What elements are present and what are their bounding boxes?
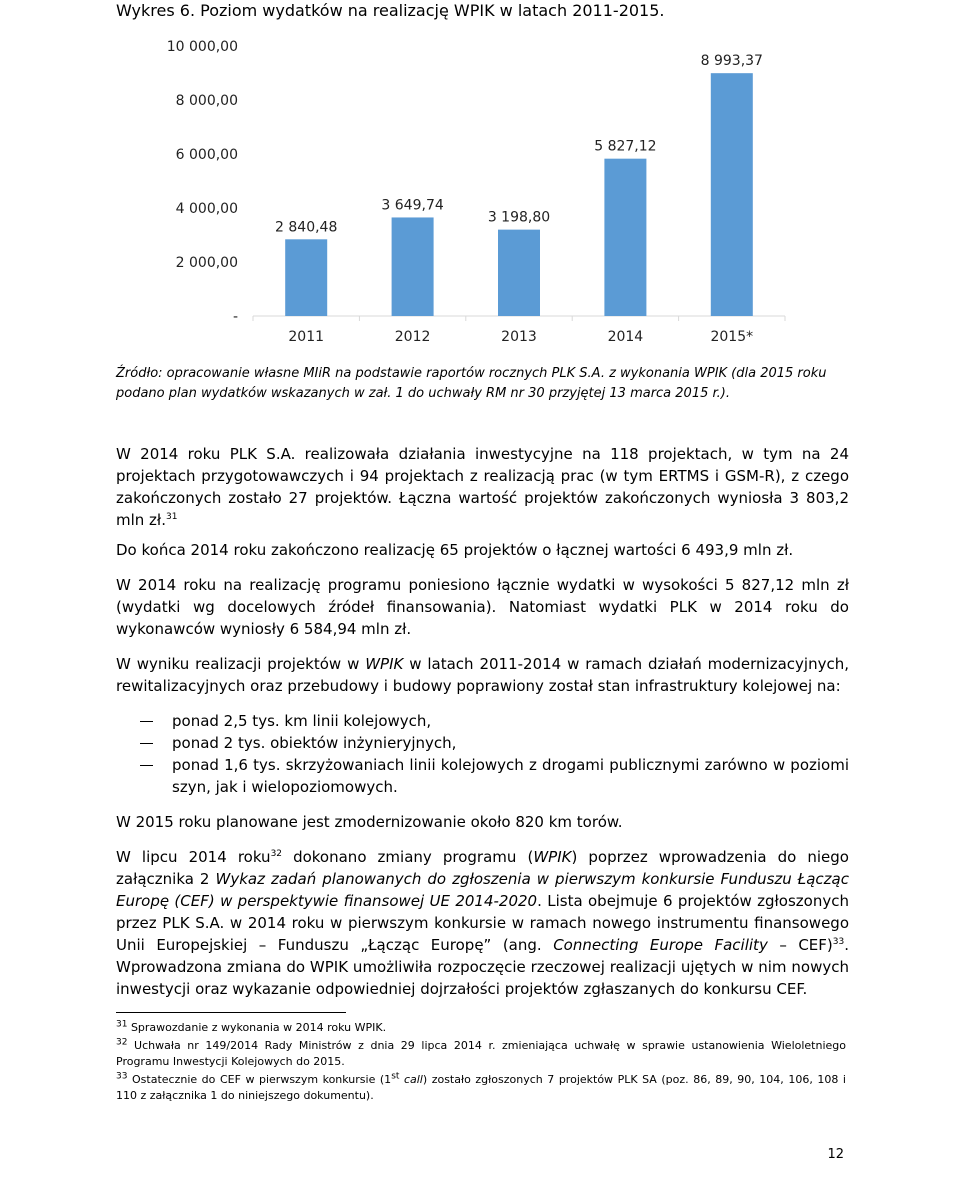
- footnotes: [116, 1020, 846, 1106]
- bar: [498, 230, 540, 316]
- bar: [285, 239, 327, 316]
- bar-value-label: 5 827,12: [594, 138, 657, 155]
- paragraph-5: W 2015 roku planowane jest zmodernizowanie około 820 km torów.: [116, 813, 623, 831]
- paragraph-4: [116, 653, 849, 697]
- footnote-ref-31[interactable]: 31: [165, 512, 178, 522]
- paragraph-2: Do końca 2014 roku zakończono realizację 65 projektów o łącznej wartości 6 493,9 mln zł.: [116, 541, 794, 559]
- paragraph-6: [116, 846, 849, 1000]
- paragraph-4-text-a: W wyniku realizacji projektów w: [116, 655, 366, 673]
- y-tick-label: 4 000,00: [175, 201, 238, 217]
- paragraph-6-text-d: . Lista obejmuje 6 projektów zgłoszonych przez PLK S.A. w 2014 roku w pierwszym konkursie w ramach nowego instrumentu finansowego Unii Europejskiej – Funduszu „Łącząc Europę” (ang.: [116, 892, 849, 954]
- bar-chart: [0, 0, 960, 350]
- footnote-number: 31: [116, 1019, 128, 1030]
- x-tick-label: 2014: [607, 329, 644, 345]
- bar-value-label: 3 649,74: [381, 197, 444, 214]
- footnote-text: ) zostało zgłoszonych 7 projektów PLK SA (poz. 86, 89, 90, 104, 106, 108 i 110 z załącznika 1 do niniejszego dokumentu).: [116, 1073, 846, 1102]
- x-tick-label: 2013: [501, 329, 537, 345]
- paragraph-4-emphasis: WPIK: [365, 655, 404, 673]
- y-tick-label: 2 000,00: [175, 255, 238, 271]
- paragraph-1: [116, 443, 849, 531]
- body-text: [116, 443, 849, 1000]
- footnote-31: [116, 1020, 846, 1036]
- list-item: ponad 1,6 tys. skrzyżowaniach linii kolejowych z drogami publicznymi zarówno w poziomi szyn, jak i wielopoziomowych.: [116, 754, 849, 798]
- footnote-text: Ostatecznie do CEF w pierwszym konkursie (1: [127, 1073, 392, 1086]
- page-number: 12: [827, 1147, 844, 1162]
- x-axis-tick-labels: [288, 329, 753, 345]
- footnote-number: 33: [116, 1071, 128, 1082]
- paragraph-4-text-b: w latach 2011-2014 w ramach działań modernizacyjnych, rewitalizacyjnych oraz przebudowy i budowy poprawiony został stan infrastruktury kolejowej na:: [116, 655, 849, 695]
- bar-value-label: 3 198,80: [487, 209, 551, 226]
- source-note: Źródło: opracowanie własne MIiR na podstawie raportów rocznych PLK S.A. z wykonania WPIK (dla 2015 roku podano plan wydatków wskazanych w zał. 1 do uchwały RM nr 30 przyjętej 13 marca 2015 r.).: [116, 366, 827, 401]
- list-item: ponad 2,5 tys. km linii kolejowych,: [116, 710, 849, 732]
- footnote-32: [116, 1038, 846, 1070]
- bar: [711, 73, 753, 316]
- bar-value-label: 8 993,37: [700, 53, 763, 70]
- y-axis-tick-labels: [167, 39, 238, 325]
- bar-value-label: 2 840,48: [275, 219, 338, 236]
- paragraph-6-emphasis-2: Wykaz zadań planowanych do zgłoszenia w pierwszym konkursie Funduszu Łącząc Europę (CEF) w perspektywie finansowej UE 2014-2020: [116, 870, 849, 910]
- paragraph-1-text: W 2014 roku PLK S.A. realizowała działania inwestycyjne na 118 projektach, w tym na 24 projektach przygotowawczych i 94 projektach z realizacją prac (w tym ERTMS i GSM-R), z czego zakończonych zostało 27 projektów. Łączna wartość projektów zakończonych wyniosła 3 803,2 mln zł.: [116, 445, 849, 529]
- y-tick-label: -: [232, 309, 238, 325]
- footnote-ref-33[interactable]: 33: [832, 937, 845, 947]
- x-tick-label: 2011: [288, 329, 325, 345]
- bar-value-labels: [275, 53, 763, 235]
- bar: [604, 159, 646, 316]
- footnote-number: 32: [116, 1037, 128, 1048]
- bars: [285, 73, 753, 316]
- paragraph-6-text-b: dokonano zmiany programu (: [282, 848, 534, 866]
- x-axis-ticks: [253, 316, 785, 321]
- footnote-text: Uchwała nr 149/2014 Rady Ministrów z dnia 29 lipca 2014 r. zmieniająca uchwałę w sprawie ustanowienia Wieloletniego Programu Inwestycji Kolejowych do 2015.: [116, 1039, 846, 1068]
- list-item: ponad 2 tys. obiektów inżynieryjnych,: [116, 732, 849, 754]
- footnote-ordinal: st: [391, 1071, 400, 1082]
- paragraph-6-text-e: – CEF): [767, 936, 833, 954]
- paragraph-6-text-c: ) poprzez wprowadzenia do niego załącznika 2: [116, 848, 849, 888]
- footnote-emphasis: call: [399, 1073, 423, 1086]
- paragraph-6-text-f: . Wprowadzona zmiana do WPIK umożliwiła rozpoczęcie rzeczowej realizacji ujętych w nim nowych inwestycji oraz wykazanie odpowiedniej dojrzałości projektów zgłaszanych do konkursu CEF.: [116, 936, 849, 998]
- x-tick-label: 2012: [394, 329, 431, 345]
- figure-title: Wykres 6. Poziom wydatków na realizację WPIK w latach 2011-2015.: [116, 1, 665, 20]
- bar: [392, 217, 434, 316]
- paragraph-3: W 2014 roku na realizację programu poniesiono łącznie wydatki w wysokości 5 827,12 mln zł (wydatki wg docelowych źródeł finansowania). Natomiast wydatki PLK w 2014 roku do wykonawców wyniosły 6 584,94 mln zł.: [116, 576, 849, 638]
- footnote-separator: [116, 1012, 346, 1013]
- footnote-ref-32[interactable]: 32: [270, 849, 283, 859]
- paragraph-6-text-a: W lipcu 2014 roku: [116, 848, 271, 866]
- infrastructure-list: [116, 710, 849, 798]
- x-tick-label: 2015*: [710, 329, 754, 345]
- paragraph-6-emphasis-1: WPIK: [533, 848, 572, 866]
- footnote-text: Sprawozdanie z wykonania w 2014 roku WPIK.: [127, 1021, 387, 1034]
- footnote-33: [116, 1072, 846, 1104]
- y-tick-label: 6 000,00: [175, 147, 238, 163]
- paragraph-6-emphasis-3: Connecting Europe Facility: [553, 936, 768, 954]
- y-tick-label: 10 000,00: [166, 39, 238, 55]
- y-tick-label: 8 000,00: [175, 93, 238, 109]
